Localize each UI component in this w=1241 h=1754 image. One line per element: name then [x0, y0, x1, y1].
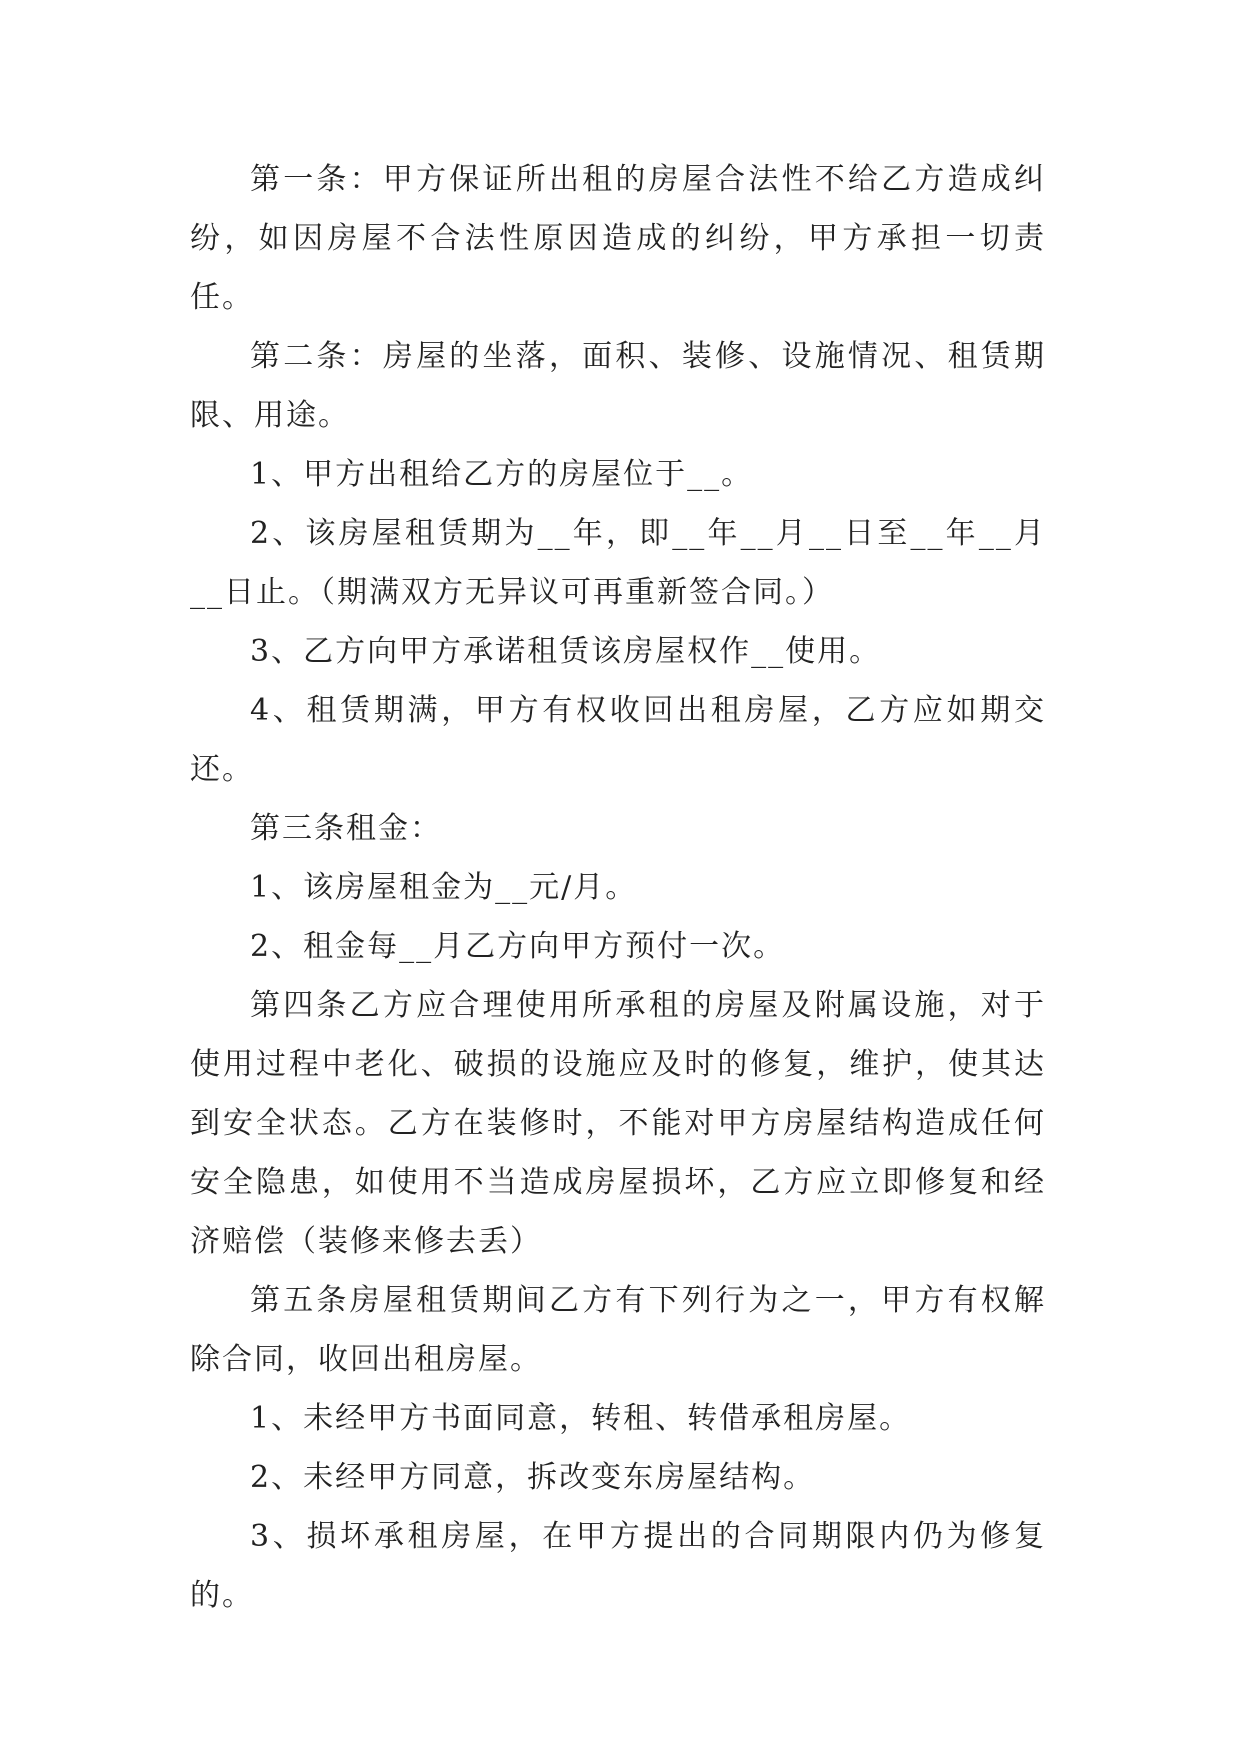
- article-4-paragraph: 第四条乙方应合理使用所承租的房屋及附属设施，对于使用过程中老化、破损的设施应及时的修复，维护，使其达到安全状态。乙方在装修时，不能对甲方房屋结构造成任何安全隐患，如使用不当造成房屋损坏，乙方应立即修复和经济赔偿（装修来修去丢）: [190, 988, 1046, 1259]
- article-3-heading: 第三条租金：: [250, 811, 442, 846]
- article-2-item-2: 2、该房屋租赁期为__年，即__年__月__日至__年__月__日止。（期满双方无异议可再重新签合同。）: [190, 516, 1046, 610]
- article-1-paragraph: 第一条：甲方保证所出租的房屋合法性不给乙方造成纠纷，如因房屋不合法性原因造成的纠纷，甲方承担一切责任。: [190, 162, 1046, 315]
- article-3-item-2: 2、租金每__月乙方向甲方预付一次。: [250, 929, 786, 964]
- article-5-item-1: 1、未经甲方书面同意，转租、转借承租房屋。: [250, 1401, 912, 1436]
- article-2-item-1: 1、甲方出租给乙方的房屋位于__。: [250, 457, 754, 492]
- document-page: [190, 150, 1046, 1625]
- article-3-item-1: 1、该房屋租金为__元/月。: [250, 870, 638, 905]
- article-2-item-4: 4、租赁期满，甲方有权收回出租房屋，乙方应如期交还。: [190, 693, 1046, 787]
- article-2-paragraph: 第二条：房屋的坐落，面积、装修、设施情况、租赁期限、用途。: [190, 339, 1046, 433]
- article-5-item-3: 3、损坏承租房屋，在甲方提出的合同期限内仍为修复的。: [190, 1519, 1046, 1613]
- article-2-item-3: 3、乙方向甲方承诺租赁该房屋权作__使用。: [250, 634, 882, 669]
- article-5-item-2: 2、未经甲方同意，拆改变东房屋结构。: [250, 1460, 816, 1495]
- article-5-paragraph: 第五条房屋租赁期间乙方有下列行为之一，甲方有权解除合同，收回出租房屋。: [190, 1283, 1046, 1377]
